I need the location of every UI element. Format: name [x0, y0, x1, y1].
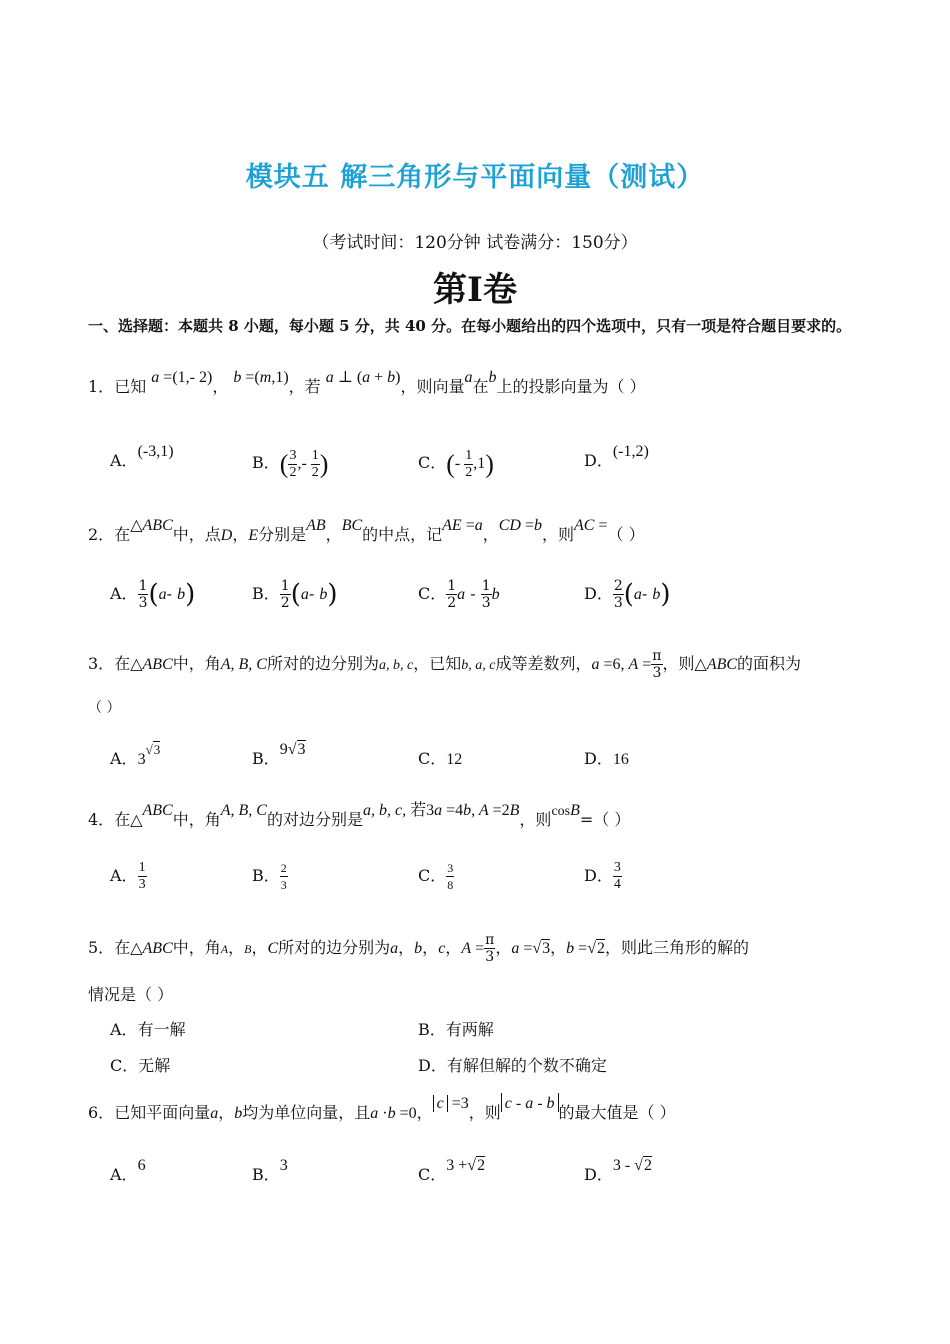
- question-6: 6．已知平面向量a，b均为单位向量，且a ·b =0， c =3，则 c - a - b 的最大值是（ ）: [88, 1095, 676, 1122]
- question-4: 4．在△ABC中，角A, B, C的对边分别是a, b, c, 若3a =4b, A =2B，则cosB=（ ）: [88, 800, 631, 829]
- q4-option-a[interactable]: A． $\frac{1}{3}$: [110, 860, 146, 892]
- q4-option-d[interactable]: D． $\frac{3}{4}$: [584, 860, 621, 892]
- q6-option-a[interactable]: A．6: [110, 1157, 146, 1184]
- q3-option-d[interactable]: D．16: [584, 749, 629, 768]
- q3-option-b[interactable]: B．9√3: [252, 741, 306, 768]
- question-5-cont: 情况是（ ）: [88, 985, 174, 1004]
- q1-option-d[interactable]: D．(-1,2): [584, 443, 649, 470]
- q1-option-c[interactable]: C．(- $\frac{1}{2}$ ,1): [418, 448, 494, 480]
- q2-option-d[interactable]: D． $\frac{2}{3}$ (a- b): [584, 578, 671, 611]
- q1-option-a[interactable]: A．(-3,1): [110, 443, 174, 470]
- q5-option-c[interactable]: C．无解: [110, 1056, 171, 1075]
- question-5: 5．在△ABC中，角A，B，C所对的边分别为a，b，c，A = $\frac{\pi}{3}$ ，a =√3，b =√2，则此三角形的解的: [88, 932, 749, 965]
- page-title: 模块五 解三角形与平面向量（测试）: [245, 162, 705, 193]
- q2-option-b[interactable]: B． $\frac{1}{2}$ (a- b): [252, 578, 338, 611]
- q6-option-c[interactable]: C．3 +√2: [418, 1157, 486, 1184]
- question-3: 3．在△ABC中，角A, B, C所对的边分别为a, b, c，已知b, a, c成等差数列，a =6, A = $\frac{\pi}{3}$ ，则△ABC的面积为: [88, 648, 802, 681]
- section-heading: 一、选择题：本题共 8 小题，每小题 5 分，共 40 分。在每小题给出的四个选项中，只有一项是符合题目要求的。: [88, 317, 852, 335]
- q3-option-c[interactable]: C．12: [418, 749, 463, 768]
- q5-option-a[interactable]: A．有一解: [110, 1020, 186, 1039]
- q4-option-c[interactable]: C． $\frac{3}{8}$: [418, 861, 454, 892]
- question-1: 1．已知 a =(1,- 2)， b =(m,1)，若 a ⊥ (a + b)，则向量a在b上的投影向量为（ ）: [88, 369, 646, 396]
- q6-option-d[interactable]: D．3 - √2: [584, 1157, 652, 1184]
- exam-info: （考试时间：120分钟 试卷满分：150分）: [312, 233, 638, 253]
- question-3-paren: （ ）: [88, 700, 121, 716]
- q3-option-a[interactable]: A．$3^{√3}$: [110, 742, 161, 768]
- q2-option-a[interactable]: A． $\frac{1}{3}$ (a- b): [110, 578, 196, 611]
- q4-option-b[interactable]: B． $\frac{2}{3}$: [252, 861, 287, 892]
- q6-option-b[interactable]: B．3: [252, 1157, 288, 1184]
- q5-option-b[interactable]: B．有两解: [418, 1020, 494, 1039]
- q1-option-b[interactable]: B．( $\frac{3}{2}$ ,- $\frac{1}{2}$ ): [252, 448, 329, 480]
- q5-option-d[interactable]: D．有解但解的个数不确定: [418, 1056, 607, 1075]
- question-2: 2．在△ABC中，点D，E分别是AB，BC的中点，记AE =a，CD =b，则AC =（ ）: [88, 517, 645, 544]
- volume-heading: 第Ⅰ卷: [433, 270, 517, 310]
- q2-option-c[interactable]: C． $\frac{1}{2}$ a - $\frac{1}{3}$ b: [418, 578, 500, 611]
